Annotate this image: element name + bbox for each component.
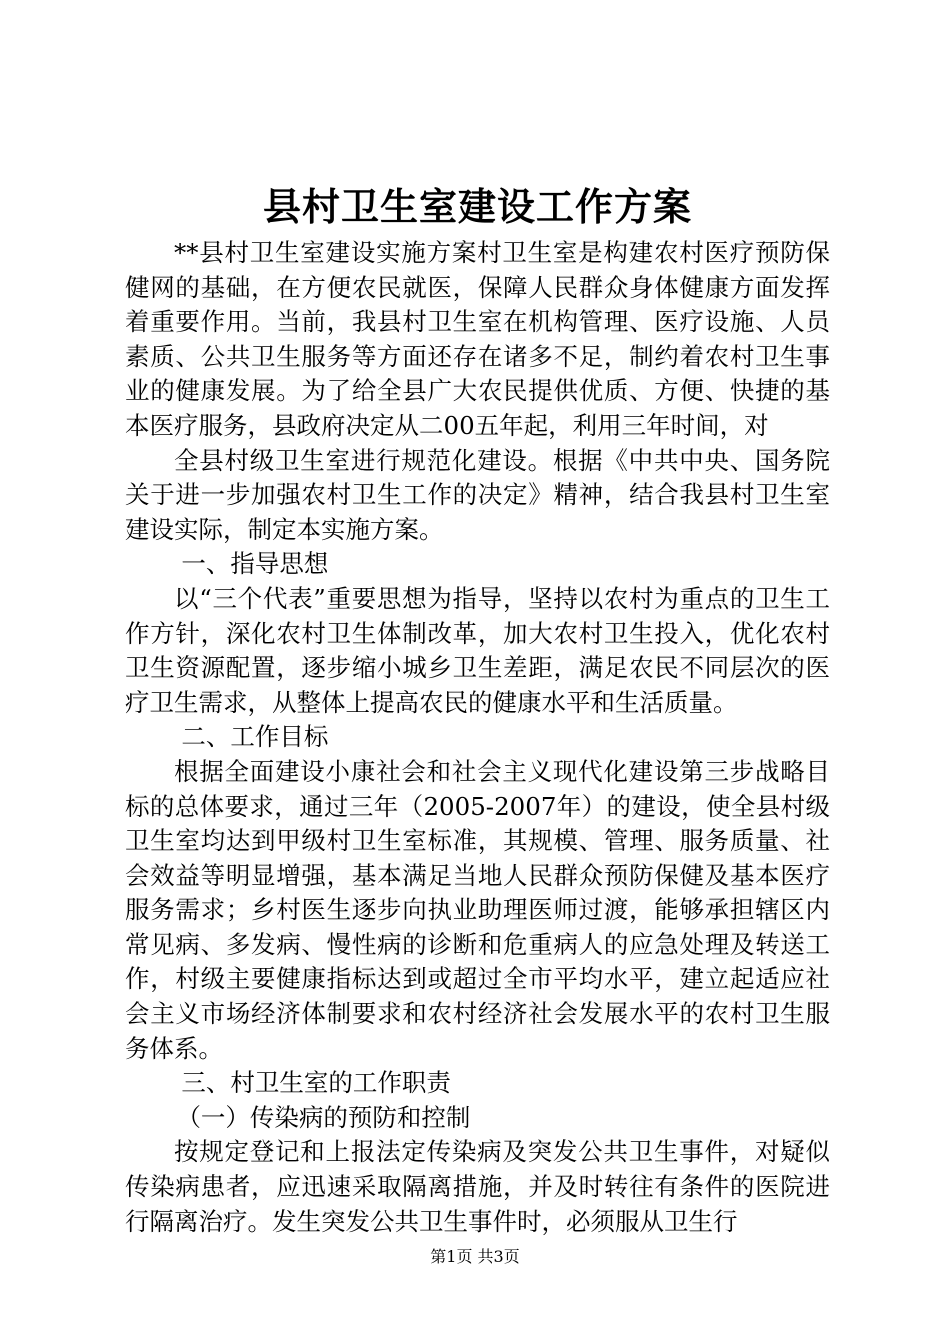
page-number-footer: 第1页 共3页 [430,1247,520,1266]
document-page [125,178,830,1239]
paragraph-work-goals: 根据全面建设小康社会和社会主义现代化建设第三步战略目标的总体要求，通过三年（2005-2007年）的建设，使全县村级卫生室均达到甲级村卫生室标准，其规模、管理、服务质量、社会效益等明显增强，基本满足当地人民群众预防保健及基本医疗服务需求；乡村医生逐步向执业助理医师过渡，能够承担辖区内常见病、多发病、慢性病的诊断和危重病人的应急处理及转送工作，村级主要健康指标达到或超过全市平均水平，建立起适应社会主义市场经济体制要求和农村经济社会发展水平的农村卫生服务体系。 [125,756,830,1063]
paragraph-intro: **县村卫生室建设实施方案村卫生室是构建农村医疗预防保健网的基础，在方便农民就医，保障人民群众身体健康方面发挥着重要作用。当前，我县村卫生室在机构管理、医疗设施、人员素质、公共卫生服务等方面还存在诸多不足，制约着农村卫生事业的健康发展。为了给全县广大农民提供优质、方便、快捷的基本医疗服务，县政府决定从二00五年起，利用三年时间，对 [125,238,830,440]
paragraph-guiding-thought: 以“三个代表”重要思想为指导，坚持以农村为重点的卫生工作方针，深化农村卫生体制改革，加大农村卫生投入，优化农村卫生资源配置，逐步缩小城乡卫生差距，满足农民不同层次的医疗卫生需求，从整体上提高农民的健康水平和生活质量。 [125,583,830,717]
section-heading-work-goals: 二、工作目标 [181,722,329,752]
subsection-heading-disease-control: （一）传染病的预防和控制 [176,1102,471,1132]
section-heading-guiding-thought: 一、指导思想 [181,549,329,579]
paragraph-disease-control: 按规定登记和上报法定传染病及突发公共卫生事件，对疑似传染病患者，应迅速采取隔离措施，并及时转往有条件的医院进行隔离治疗。发生突发公共卫生事件时，必须服从卫生行 [125,1137,830,1236]
document-title: 县村卫生室建设工作方案 [262,184,692,229]
section-heading-duties: 三、村卫生室的工作职责 [181,1068,451,1098]
paragraph-intro-continued: 全县村级卫生室进行规范化建设。根据《中共中央、国务院关于进一步加强农村卫生工作的决定》精神，结合我县村卫生室建设实际，制定本实施方案。 [125,445,830,544]
